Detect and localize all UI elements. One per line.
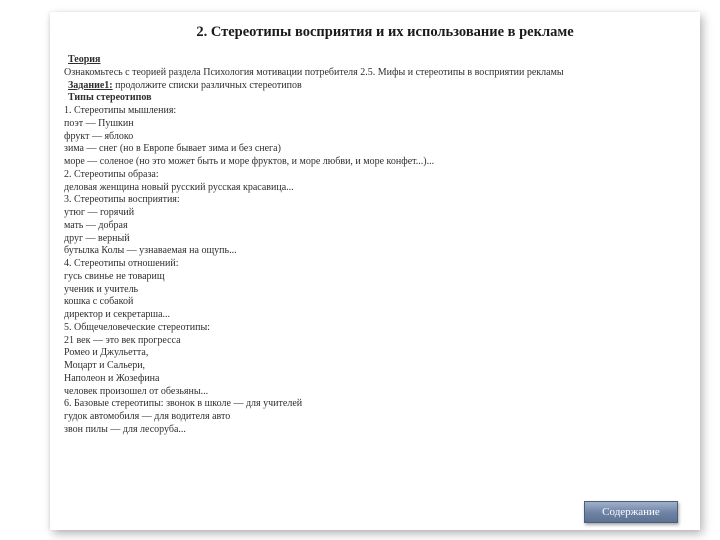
- slide-content: [64, 54, 684, 437]
- list-item: кошка с собакой: [64, 296, 134, 308]
- list-item: 1. Стереотипы мышления:: [64, 105, 177, 116]
- list-item: поэт — Пушкин: [64, 117, 134, 129]
- list-item: гусь свинье не товарищ: [64, 270, 165, 282]
- list-item: 3. Стереотипы восприятия:: [64, 194, 180, 206]
- list-item: утюг — горячий: [64, 207, 135, 218]
- list-item: друг — верный: [64, 232, 130, 244]
- list-item: бутылка Колы — узнаваемая на ощупь...: [64, 245, 237, 257]
- list-item: директор и секретарша...: [64, 309, 171, 320]
- list-item: 6. Базовые стереотипы: звонок в школе — для учителей: [64, 398, 303, 410]
- list-item: 4. Стереотипы отношений:: [64, 258, 179, 269]
- list-item: Ромео и Джульетта,: [64, 347, 149, 359]
- task-line: [64, 80, 684, 93]
- list-item: деловая женщина новый русский русская красавица...: [64, 181, 294, 193]
- list-item: 5. Общечеловеческие стереотипы:: [64, 321, 210, 333]
- list-item: мать — добрая: [64, 219, 128, 231]
- list-item: фрукт — яблоко: [64, 130, 134, 142]
- list-item: 2. Стереотипы образа:: [64, 168, 159, 180]
- list-item: зима — снег (но в Европе бывает зима и без снега): [64, 143, 281, 155]
- contents-button[interactable]: Содержание: [584, 501, 678, 523]
- list-item: Наполеон и Жозефина: [64, 372, 160, 384]
- list-item: Моцарт и Сальери,: [64, 360, 146, 371]
- task-text: продолжите списки различных стереотипов: [112, 79, 302, 91]
- intro-text: Ознакомьтесь с теорией раздела Психология мотивации потребителя 2.5. Мифы и стереотипы в восприятии рекламы: [64, 66, 564, 78]
- list-item: море — соленое (но это может быть и море фруктов, и море любви, и море конфет...)...: [64, 156, 435, 167]
- list-item: человек произошел от обезьяны...: [64, 385, 209, 397]
- slide-title: 2. Стереотипы восприятия и их использование в рекламе: [196, 24, 574, 40]
- theory-link[interactable]: Теория: [68, 54, 101, 65]
- theory-line: [64, 54, 684, 67]
- list-item: 21 век — это век прогресса: [64, 334, 181, 346]
- task-label: Задание1:: [68, 79, 113, 91]
- types-heading: Типы стереотипов: [68, 92, 152, 104]
- list-item: ученик и учитель: [64, 283, 139, 295]
- list-item: звон пилы — для лесоруба...: [64, 423, 186, 435]
- list-item: гудок автомобиля — для водителя авто: [64, 411, 231, 422]
- stereotype-list: [64, 105, 684, 437]
